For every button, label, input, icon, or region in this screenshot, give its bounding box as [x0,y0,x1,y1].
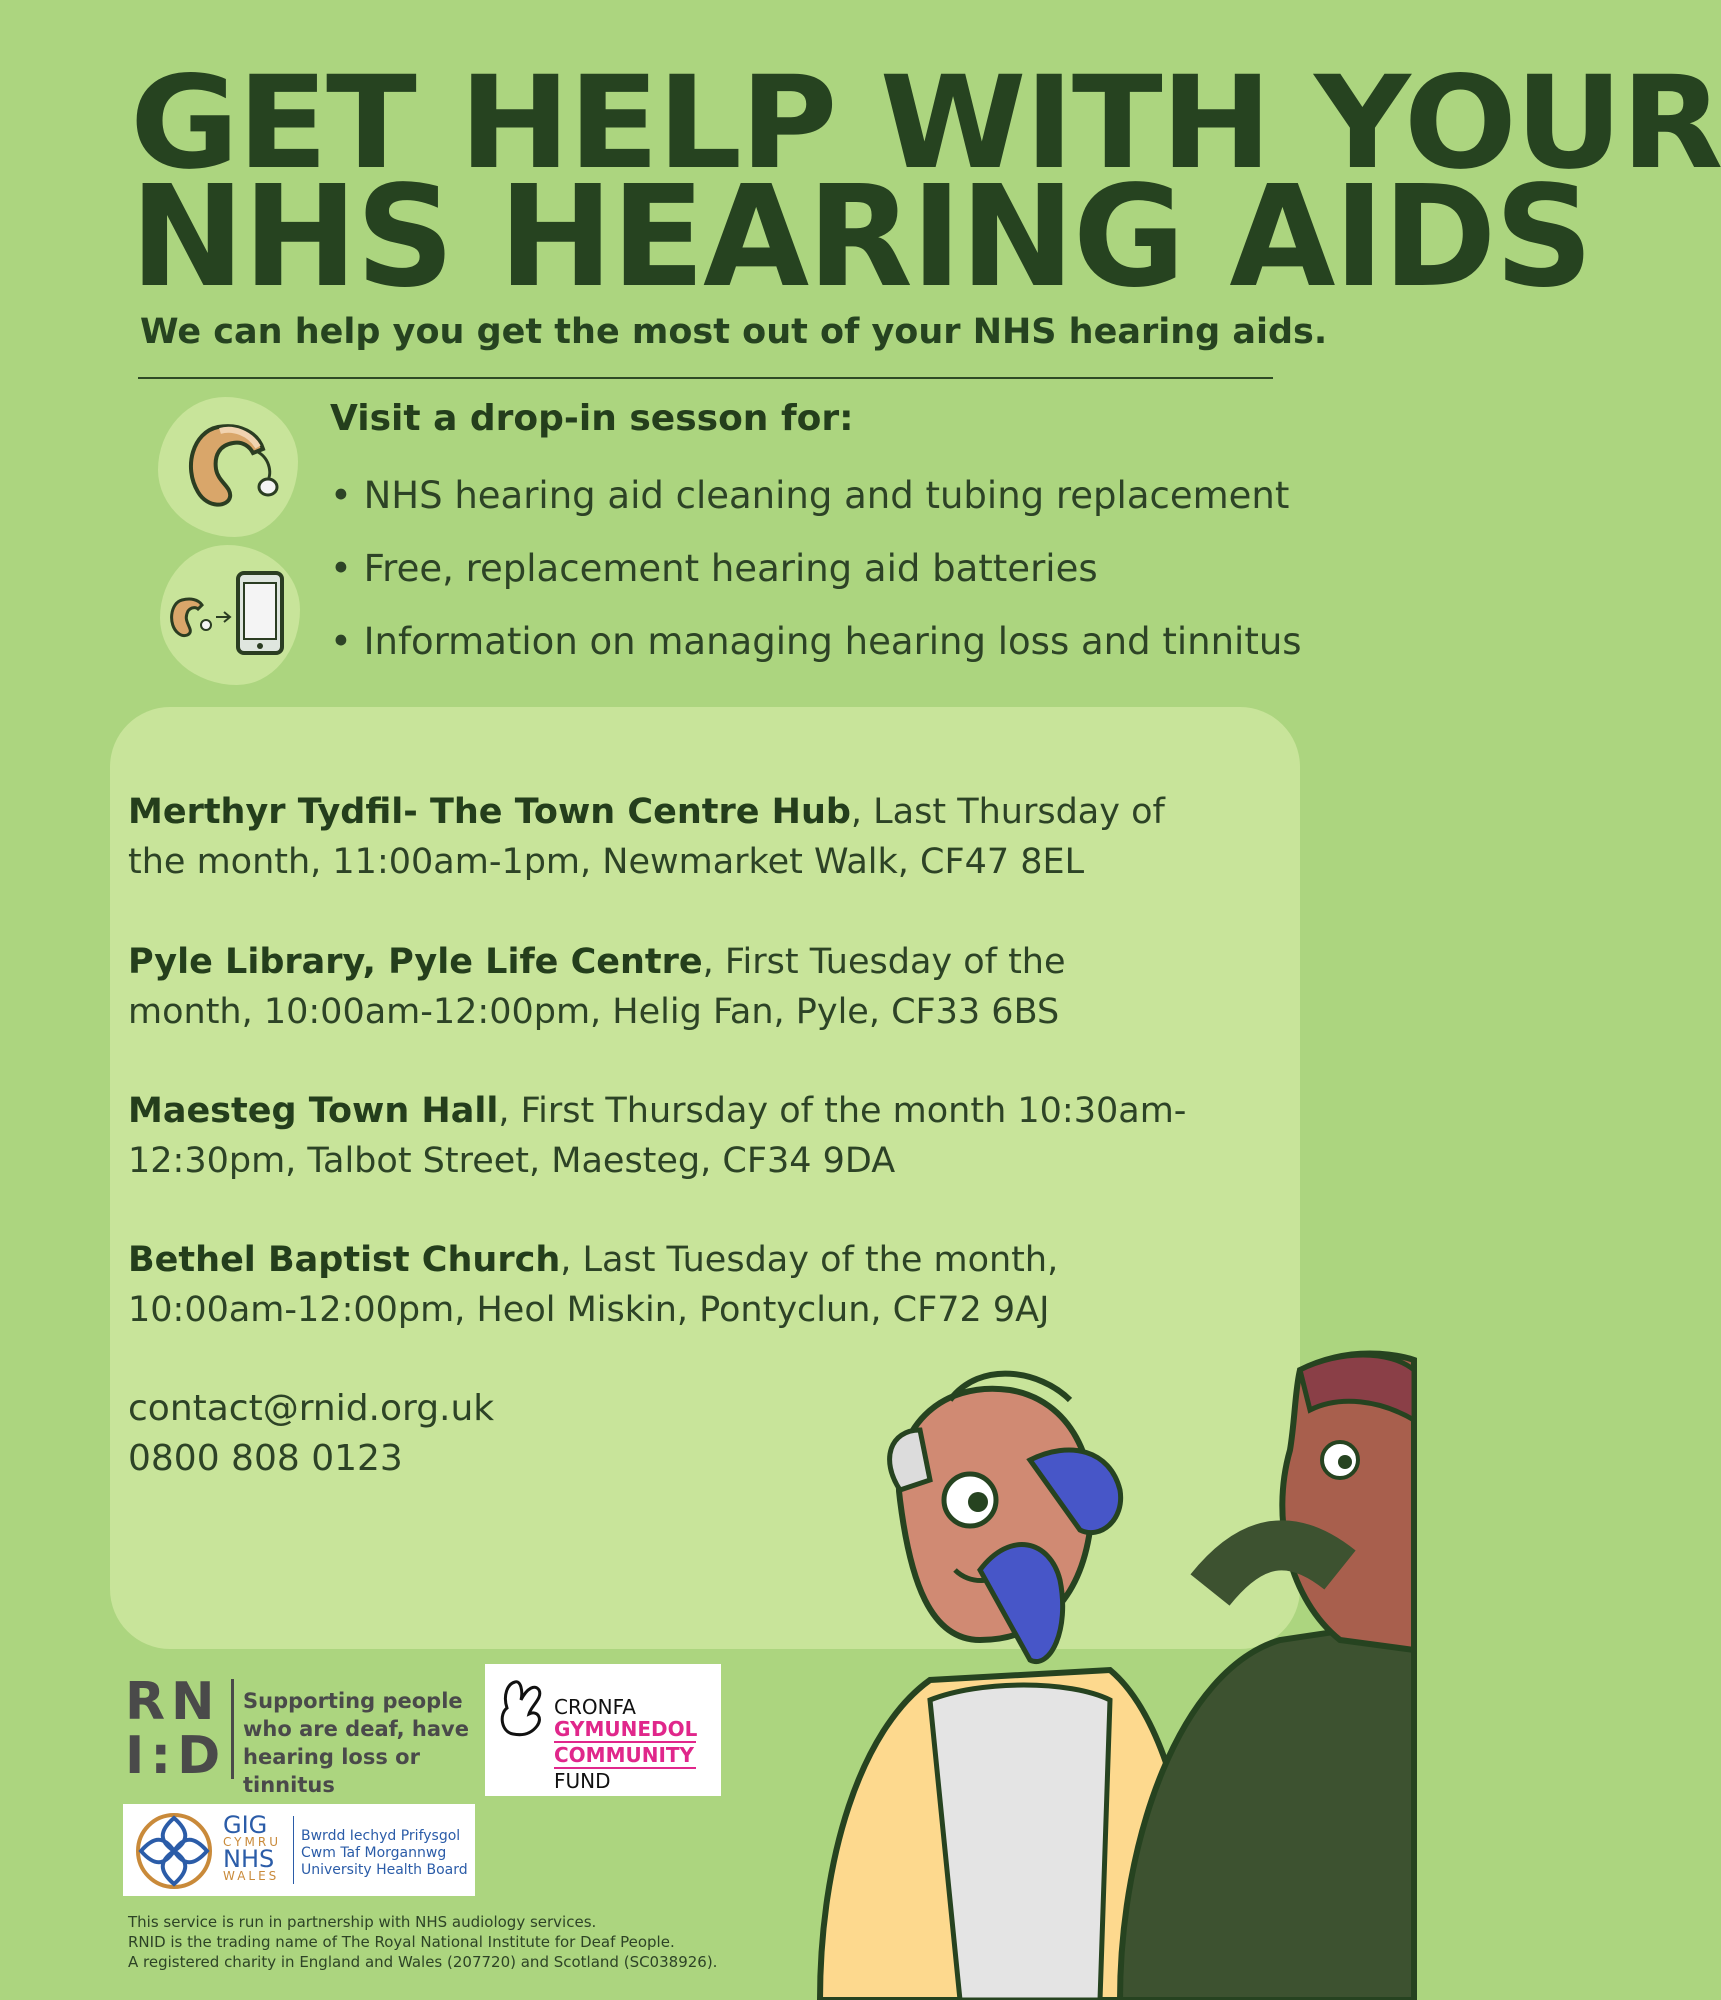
nhs-wales-emblem-icon [129,1806,219,1896]
service-item: • Information on managing hearing loss and tinnitus [330,620,1302,663]
rnid-logo [125,1672,469,1797]
footer-line: This service is run in partnership with NHS audiology services. [128,1913,597,1931]
services-title: Visit a drop-in sesson for: [330,398,854,439]
nhs-wales-wordmark: GIG CYMRU NHS WALES [223,1811,281,1883]
rnid-logo-letters: RN I:D [125,1672,227,1786]
health-board-name: Bwrdd Iechyd Prifysgol Cwm Taf Morgannwg University Health Board [301,1828,468,1878]
hearing-aid-phone-icon [160,545,300,685]
footer-line: A registered charity in England and Wales (207720) and Scotland (SC038926). [128,1953,718,1971]
venue-item [128,1086,1188,1186]
rnid-logo-bar [231,1679,234,1779]
venue-item [128,787,1188,887]
service-item: • Free, replacement hearing aid batteries [330,547,1098,590]
venue-details: , Last Tuesday of the month, 10:00am-12:00pm, Heol Miskin, Pontyclun, CF72 9AJ [128,1240,1059,1330]
venue-name: Bethel Baptist Church [128,1240,561,1280]
venue-name: Pyle Library, Pyle Life Centre [128,942,703,982]
nhs-wales-logo [123,1804,475,1896]
venue-item [128,1235,1188,1335]
venue-details: , First Tuesday of the month, 10:00am-12:00pm, Helig Fan, Pyle, CF33 6BS [128,942,1066,1032]
nhs-logo-bar [293,1816,294,1884]
venue-item [128,937,1188,1037]
contact-block [128,1384,494,1484]
services-list [330,468,1302,687]
subtitle: We can help you get the most out of your NHS hearing aids. [140,312,1328,352]
venue-name: Maesteg Town Hall [128,1091,499,1131]
crossed-fingers-icon [493,1674,549,1744]
audiologist-illustration [780,1340,1414,2000]
headline-line-1: GET HELP WITH YOUR [130,49,1721,198]
lottery-text: CRONFA GYMUNEDOL COMMUNITY FUND [554,1695,698,1793]
headline-line-2: NHS HEARING AIDS [130,156,1592,319]
footer-line: RNID is the trading name of The Royal National Institute for Deaf People. [128,1933,675,1951]
venue-name: Merthyr Tydfil- The Town Centre Hub [128,792,851,832]
venue-details: , First Thursday of the month 10:30am-12:30pm, Talbot Street, Maesteg, CF34 9DA [128,1091,1187,1181]
venue-details: , Last Thursday of the month, 11:00am-1pm, Newmarket Walk, CF47 8EL [128,792,1165,882]
service-item: • NHS hearing aid cleaning and tubing replacement [330,474,1290,517]
contact-phone[interactable]: 0800 808 0123 [128,1438,403,1479]
lottery-community-fund-logo [485,1664,721,1796]
footer-text [128,1912,828,1972]
rnid-tagline: Supporting people who are deaf, have hearing loss or tinnitus [243,1689,469,1797]
hearing-aid-icon [158,397,298,537]
contact-email[interactable]: contact@rnid.org.uk [128,1388,495,1429]
divider [138,377,1273,379]
